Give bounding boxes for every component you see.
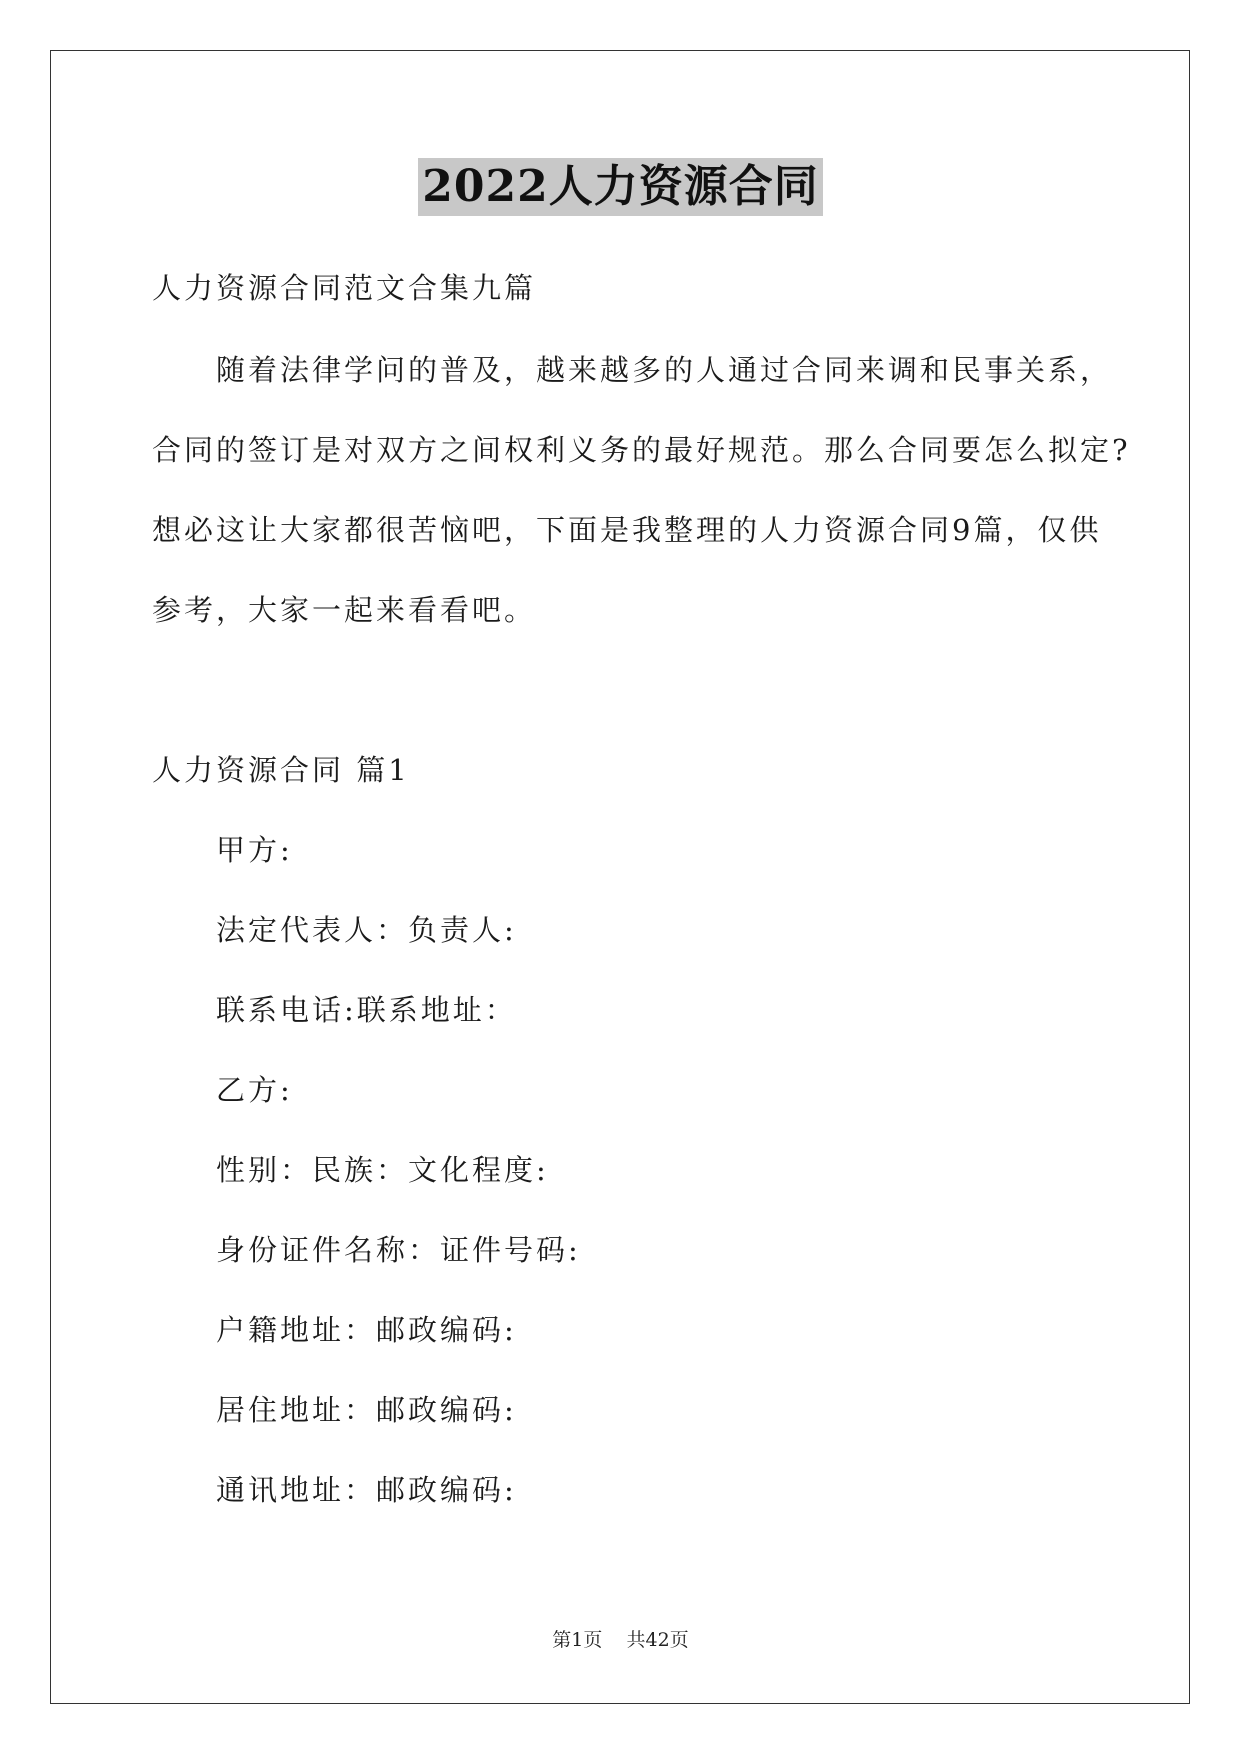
section-heading: 人力资源合同 篇1 xyxy=(152,753,410,787)
footer-page-number: 1 xyxy=(571,1629,584,1651)
field-legal-representative: 法定代表人：负责人: xyxy=(216,913,517,947)
page-footer xyxy=(0,1628,1241,1652)
document-subtitle: 人力资源合同范文合集九篇 xyxy=(152,271,537,305)
intro-line-1: 随着法律学问的普及，越来越多的人通过合同来调和民事关系， xyxy=(216,353,1113,387)
field-mailing-address: 通讯地址：邮政编码: xyxy=(216,1473,517,1507)
footer-page-prefix: 第 xyxy=(552,1629,572,1651)
footer-total-suffix: 页 xyxy=(669,1629,689,1651)
field-id-document: 身份证件名称：证件号码: xyxy=(216,1233,581,1267)
title-wrap xyxy=(0,158,1241,216)
footer-total-pages: 42 xyxy=(645,1629,670,1651)
intro-line-2: 合同的签订是对双方之间权利义务的最好规范。那么合同要怎么拟定? xyxy=(152,433,1131,467)
field-residence-address: 居住地址：邮政编码: xyxy=(216,1393,517,1427)
field-contact: 联系电话:联系地址： xyxy=(216,993,517,1027)
footer-page-suffix: 页 xyxy=(583,1629,603,1651)
footer-total-prefix: 共 xyxy=(626,1629,646,1651)
intro-line-3: 想必这让大家都很苦恼吧，下面是我整理的人力资源合同9篇，仅供 xyxy=(152,513,1102,547)
intro-line-4: 参考，大家一起来看看吧。 xyxy=(152,593,537,627)
field-gender-ethnicity-education: 性别：民族：文化程度: xyxy=(216,1153,549,1187)
field-party-a: 甲方: xyxy=(216,833,293,867)
field-household-address: 户籍地址：邮政编码: xyxy=(216,1313,517,1347)
field-party-b: 乙方: xyxy=(216,1073,293,1107)
document-title: 2022人力资源合同 xyxy=(418,158,822,216)
